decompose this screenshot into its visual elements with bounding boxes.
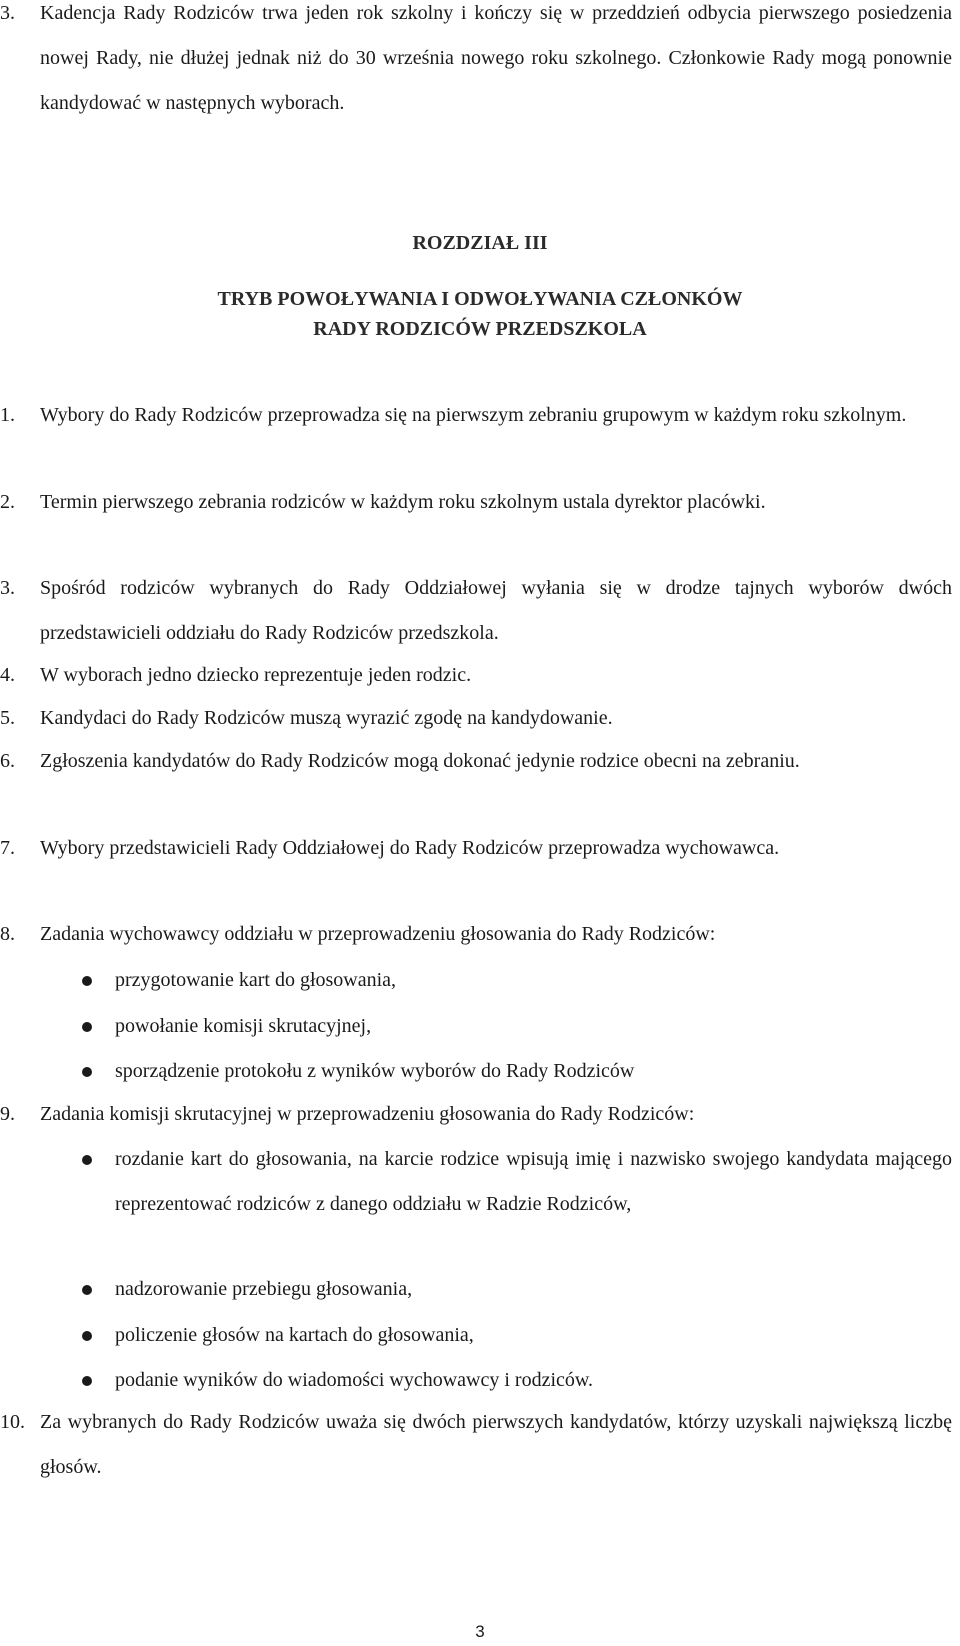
bullet-item: policzenie głosów na kartach do głosowania, xyxy=(115,1324,474,1346)
bullet-icon xyxy=(82,1022,92,1032)
bullet-icon xyxy=(82,976,92,986)
item-text: W wyborach jedno dziecko reprezentuje jeden rodzic. xyxy=(40,664,472,686)
item-text: Wybory do Rady Rodziców przeprowadza się na pierwszym zebraniu grupowym w każdym roku szkolnym. xyxy=(40,404,907,426)
bullet-item: nadzorowanie przebiegu głosowania, xyxy=(115,1278,413,1300)
bullet-item: powołanie komisji skrutacyjnej, xyxy=(115,1015,372,1037)
item-number: 2. xyxy=(0,491,15,513)
item-text: Spośród rodziców wybranych do Rady Oddziałowej wyłania się w drodze tajnych wyborów dwóch przedstawicieli oddziału do Rady Rodziców przedszkola. xyxy=(40,577,952,644)
item-number: 7. xyxy=(0,837,15,859)
item-number: 3. xyxy=(0,2,15,24)
item-text: Kadencja Rady Rodziców trwa jeden rok szkolny i kończy się w przeddzień odbycia pierwszego posiedzenia nowej Rady, nie dłużej jednak niż do 30 września nowego roku szkolnego. Członkowie Rady mogą ponownie kandydować w następnych wyborach. xyxy=(40,2,952,114)
item-text: Zadania wychowawcy oddziału w przeprowadzeniu głosowania do Rady Rodziców: xyxy=(40,923,716,945)
bullet-item: podanie wyników do wiadomości wychowawcy i rodziców. xyxy=(115,1369,594,1391)
bullet-item: sporządzenie protokołu z wyników wyborów do Rady Rodziców xyxy=(115,1060,635,1082)
bullet-icon xyxy=(82,1285,92,1295)
item-text: Zadania komisji skrutacyjnej w przeprowadzeniu głosowania do Rady Rodziców: xyxy=(40,1103,695,1125)
bullet-icon xyxy=(82,1155,92,1165)
item-text: Wybory przedstawicieli Rady Oddziałowej do Rady Rodziców przeprowadza wychowawca. xyxy=(40,837,780,859)
item-number: 1. xyxy=(0,404,15,426)
page-number: 3 xyxy=(475,1622,485,1641)
item-number: 9. xyxy=(0,1103,15,1125)
bullet-item: przygotowanie kart do głosowania, xyxy=(115,969,397,991)
item-text: Kandydaci do Rady Rodziców muszą wyrazić zgodę na kandydowanie. xyxy=(40,707,613,729)
item-number: 3. xyxy=(0,577,15,599)
bullet-item: rozdanie kart do głosowania, na karcie rodzice wpisują imię i nazwisko swojego kandydata mającego reprezentować rodziców z danego oddziału w Radzie Rodziców, xyxy=(115,1148,952,1215)
item-number: 10. xyxy=(0,1411,25,1433)
bullet-icon xyxy=(82,1376,92,1386)
item-text: Termin pierwszego zebrania rodziców w każdym roku szkolnym ustala dyrektor placówki. xyxy=(40,491,766,513)
item-text: Zgłoszenia kandydatów do Rady Rodziców mogą dokonać jedynie rodzice obecni na zebraniu. xyxy=(40,750,800,772)
chapter-title-line2: RADY RODZICÓW PRZEDSZKOLA xyxy=(313,318,647,340)
bullet-icon xyxy=(82,1067,92,1077)
item-number: 5. xyxy=(0,707,15,729)
item-text: Za wybranych do Rady Rodziców uważa się dwóch pierwszych kandydatów, którzy uzyskali największą liczbę głosów. xyxy=(40,1411,952,1478)
chapter-number: ROZDZIAŁ III xyxy=(412,232,548,254)
item-number: 4. xyxy=(0,664,15,686)
bullet-icon xyxy=(82,1331,92,1341)
item-number: 6. xyxy=(0,750,15,772)
item-number: 8. xyxy=(0,923,15,945)
chapter-title-line1: TRYB POWOŁYWANIA I ODWOŁYWANIA CZŁONKÓW xyxy=(217,288,743,310)
